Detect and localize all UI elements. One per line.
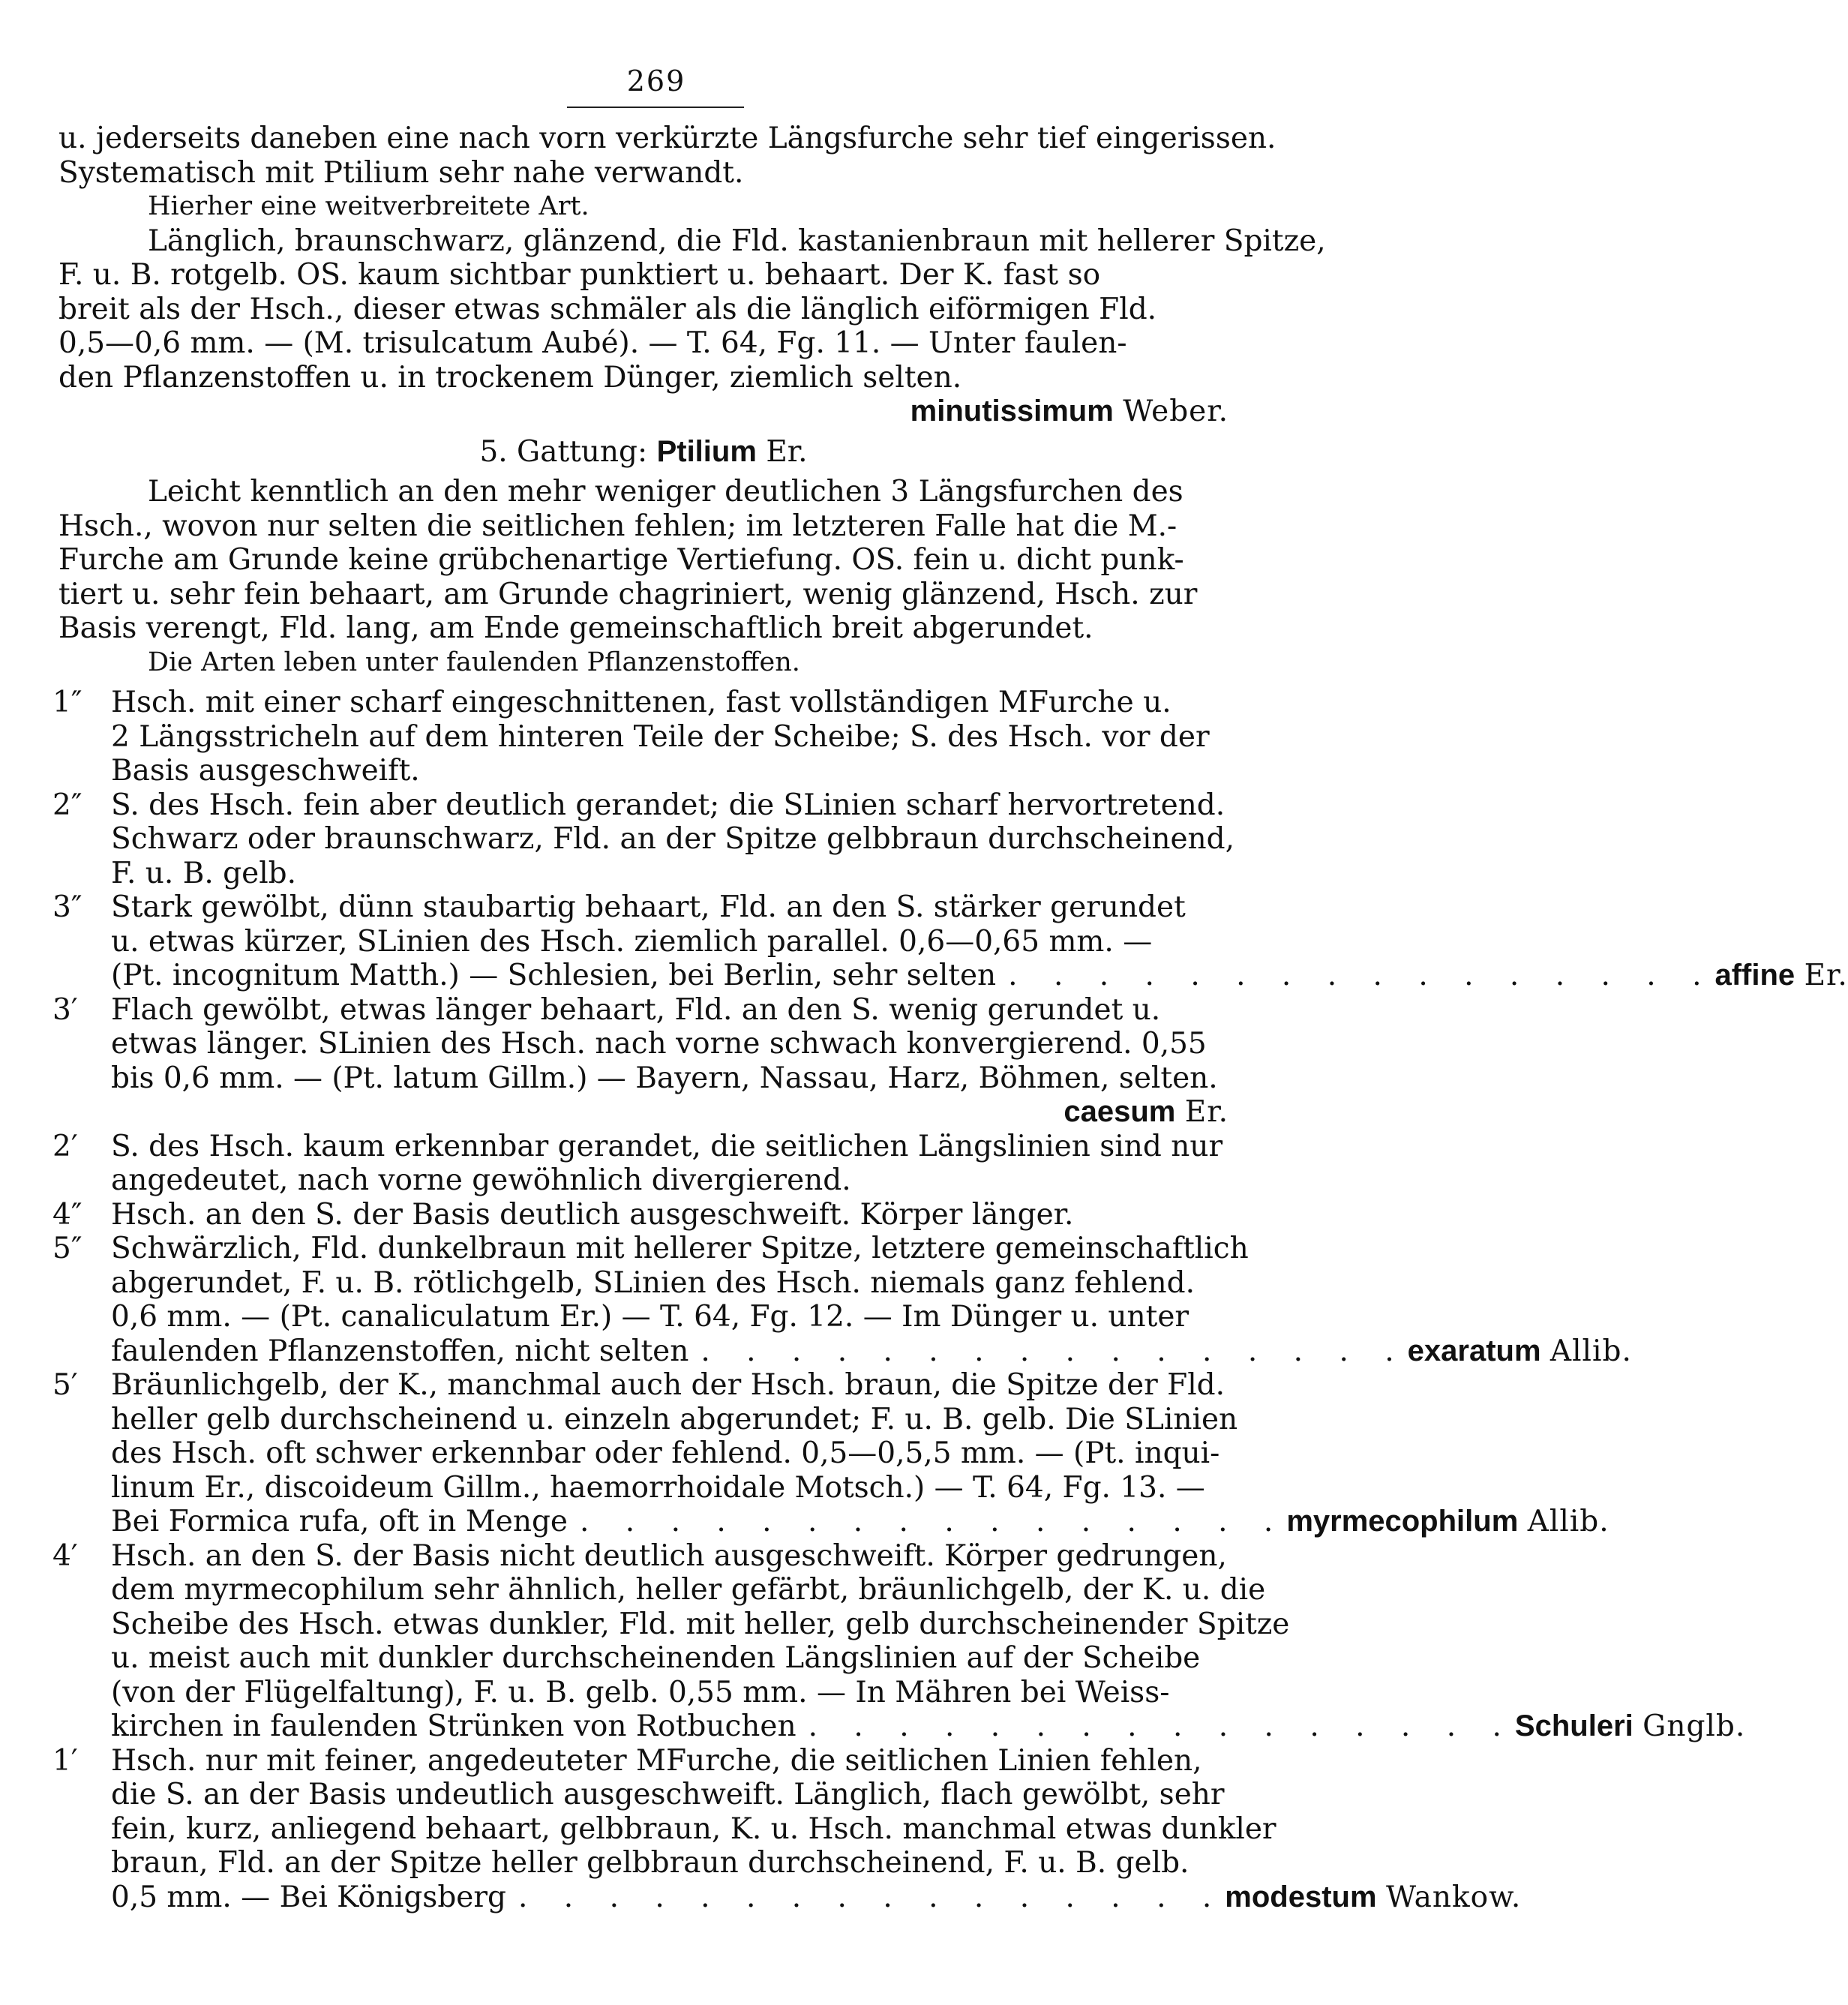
text-fragment: (Pt. incognitum Matth.) — Schlesien, bei Berlin, sehr selten bbox=[111, 959, 997, 992]
leader-dots: . . . . . . . . . . . . . . . . bbox=[808, 1709, 1515, 1743]
species-name: caesum bbox=[1064, 1095, 1176, 1128]
leader-dots: . . . . . . . . . . . . . . . . bbox=[1008, 959, 1715, 992]
text-line: F. u. B. gelb. bbox=[111, 856, 297, 890]
species-name: affine bbox=[1714, 959, 1796, 992]
key-couplet bbox=[52, 992, 1228, 1130]
text-line: F. u. B. rotgelb. OS. kaum sichtbar punktiert u. behaart. Der K. fast so bbox=[58, 258, 1101, 292]
text-line: Furche am Grunde keine grübchenartige Vertiefung. OS. fein u. dicht punk- bbox=[58, 543, 1184, 577]
species-name: exaratum bbox=[1407, 1334, 1541, 1367]
couplet-number: 2′ bbox=[52, 1129, 78, 1163]
leader-dots: . . . . . . . . . . . . . . . . bbox=[518, 1880, 1226, 1914]
key-couplet bbox=[52, 1232, 1632, 1368]
text-line: des Hsch. oft schwer erkennbar oder fehlend. 0,5—0,5,5 mm. — (Pt. inqui- bbox=[111, 1436, 1220, 1470]
text-line: linum Er., discoideum Gillm., haemorrhoidale Motsch.) — T. 64, Fg. 13. — bbox=[111, 1470, 1205, 1505]
leader-dots: . . . . . . . . . . . . . . . . bbox=[580, 1505, 1287, 1538]
text-line: etwas länger. SLinien des Hsch. nach vorne schwach konvergierend. 0,55 bbox=[111, 1027, 1207, 1061]
text-line: tiert u. sehr fein behaart, am Grunde chagriniert, wenig glänzend, Hsch. zur bbox=[58, 577, 1198, 611]
text-line: angedeutet, nach vorne gewöhnlich divergierend. bbox=[111, 1163, 851, 1197]
genus-name: Ptilium bbox=[656, 434, 757, 468]
text-line: 0,5—0,6 mm. — (M. trisulcatum Aubé). — T. 64, Fg. 11. — Unter faulen- bbox=[58, 326, 1127, 360]
text-fragment: Bei Formica rufa, oft in Menge bbox=[111, 1505, 568, 1538]
species-name: myrmecophilum bbox=[1286, 1505, 1519, 1538]
text-line: Bräunlichgelb, der K., manchmal auch der Hsch. braun, die Spitze der Fld. bbox=[111, 1368, 1226, 1402]
couplet-number: 1′ bbox=[52, 1743, 78, 1778]
species-name: modestum bbox=[1225, 1880, 1377, 1913]
text-line: u. jederseits daneben eine nach vorn verkürzte Längsfurche sehr tief eingerissen. bbox=[58, 122, 1276, 155]
couplet-number: 3′ bbox=[52, 992, 78, 1027]
text-line: Länglich, braunschwarz, glänzend, die Fld. kastanienbraun mit hellerer Spitze, bbox=[148, 224, 1326, 258]
species-author: Weber. bbox=[1123, 395, 1228, 428]
text-line: die S. an der Basis undeutlich ausgeschweift. Länglich, flach gewölbt, sehr bbox=[111, 1778, 1225, 1811]
text-line: Schwarz oder braunschwarz, Fld. an der Spitze gelbbraun durchscheinend, bbox=[111, 822, 1235, 856]
text-line: breit als der Hsch., dieser etwas schmäler als die länglich eiförmigen Fld. bbox=[58, 292, 1157, 326]
species-line bbox=[111, 1505, 1610, 1539]
text-line: Stark gewölbt, dünn staubartig behaart, Fld. an den S. stärker gerundet bbox=[111, 890, 1186, 924]
couplet-number: 4″ bbox=[52, 1197, 82, 1232]
text-fragment: kirchen in faulenden Strünken von Rotbuchen bbox=[111, 1709, 796, 1743]
key-couplet bbox=[52, 686, 1228, 788]
text-line: u. meist auch mit dunkler durchscheinenden Längslinien auf der Scheibe bbox=[111, 1641, 1201, 1675]
text-line: Hierher eine weitverbreitete Art. bbox=[148, 191, 590, 221]
text-line: Hsch. nur mit feiner, angedeuteter MFurche, die seitlichen Linien fehlen, bbox=[111, 1743, 1202, 1778]
text-line: Flach gewölbt, etwas länger behaart, Fld. an den S. wenig gerundet u. bbox=[111, 992, 1161, 1027]
text-line: Hsch. an den S. der Basis nicht deutlich ausgeschweift. Körper gedrungen, bbox=[111, 1538, 1227, 1573]
text-line: 2 Längsstricheln auf dem hinteren Teile der Scheibe; S. des Hsch. vor der bbox=[111, 719, 1210, 754]
page-text bbox=[52, 122, 1848, 1914]
text-line: (von der Flügelfaltung), F. u. B. gelb. 0,55 mm. — In Mähren bei Weiss- bbox=[111, 1675, 1170, 1709]
species-line bbox=[111, 1095, 1228, 1130]
text-line: dem myrmecophilum sehr ähnlich, heller gefärbt, bräunlichgelb, der K. u. die bbox=[111, 1573, 1266, 1607]
text-line: u. etwas kürzer, SLinien des Hsch. ziemlich parallel. 0,6—0,65 mm. — bbox=[111, 924, 1153, 959]
text-line: Scheibe des Hsch. etwas dunkler, Fld. mit heller, gelb durchscheinender Spitze bbox=[111, 1607, 1290, 1641]
species-name: Schuleri bbox=[1514, 1709, 1634, 1742]
page-number: 269 bbox=[626, 65, 686, 98]
couplet-number: 5′ bbox=[52, 1368, 78, 1402]
text-line: Leicht kenntlich an den mehr weniger deutlichen 3 Längsfurchen des bbox=[148, 475, 1184, 509]
couplet-number: 1″ bbox=[52, 686, 82, 719]
text-line: abgerundet, F. u. B. rötlichgelb, SLinien des Hsch. niemals ganz fehlend. bbox=[111, 1265, 1196, 1300]
leader-dots: . . . . . . . . . . . . . . . . bbox=[700, 1334, 1408, 1368]
key-couplet bbox=[52, 788, 1235, 891]
species-author: Gnglb. bbox=[1642, 1709, 1746, 1743]
species-line bbox=[58, 395, 1228, 429]
text-line: Systematisch mit Ptilium sehr nahe verwandt. bbox=[58, 155, 744, 190]
text-line: den Pflanzenstoffen u. in trockenem Dünger, ziemlich selten. bbox=[58, 360, 962, 395]
key-couplet bbox=[52, 1743, 1522, 1915]
text-line: Schwärzlich, Fld. dunkelbraun mit hellerer Spitze, letztere gemeinschaftlich bbox=[111, 1232, 1249, 1265]
key-couplet bbox=[52, 890, 1848, 993]
header-rule bbox=[567, 107, 744, 108]
couplet-number: 2″ bbox=[52, 788, 82, 822]
text-line: heller gelb durchscheinend u. einzeln abgerundet; F. u. B. gelb. Die SLinien bbox=[111, 1402, 1238, 1436]
text-line: braun, Fld. an der Spitze heller gelbbraun durchscheinend, F. u. B. gelb. bbox=[111, 1846, 1190, 1880]
text-line: Hsch. mit einer scharf eingeschnittenen, fast vollständigen MFurche u. bbox=[111, 686, 1172, 719]
species-author: Er. bbox=[1184, 1095, 1228, 1129]
species-author: Er. bbox=[1804, 959, 1848, 992]
key-couplet bbox=[52, 1368, 1610, 1539]
text-line: S. des Hsch. kaum erkennbar gerandet, die seitlichen Längslinien sind nur bbox=[111, 1129, 1223, 1163]
text-line: 0,6 mm. — (Pt. canaliculatum Er.) — T. 64, Fg. 12. — Im Dünger u. unter bbox=[111, 1300, 1190, 1334]
couplet-number: 4′ bbox=[52, 1538, 78, 1573]
text-line: Basis verengt, Fld. lang, am Ende gemeinschaftlich breit abgerundet. bbox=[58, 611, 1094, 645]
species-author: Allib. bbox=[1527, 1505, 1610, 1538]
species-author: Wankow. bbox=[1385, 1880, 1522, 1914]
key-couplet bbox=[52, 1538, 1746, 1744]
key-couplet bbox=[52, 1197, 1228, 1232]
couplet-number: 3″ bbox=[52, 890, 82, 924]
text-line: fein, kurz, anliegend behaart, gelbbraun, K. u. Hsch. manchmal etwas dunkler bbox=[111, 1811, 1276, 1846]
text-line: bis 0,6 mm. — (Pt. latum Gillm.) — Bayern, Nassau, Harz, Böhmen, selten. bbox=[111, 1061, 1218, 1095]
genus-prefix: 5. Gattung: bbox=[479, 434, 648, 469]
genus-author: Er. bbox=[766, 434, 808, 469]
text-line: Hsch. an den S. der Basis deutlich ausgeschweift. Körper länger. bbox=[111, 1197, 1074, 1232]
key-couplet bbox=[52, 1129, 1228, 1198]
text-line: S. des Hsch. fein aber deutlich gerandet; die SLinien scharf hervortretend. bbox=[111, 788, 1226, 822]
species-author: Allib. bbox=[1550, 1334, 1632, 1368]
text-line: Die Arten leben unter faulenden Pflanzenstoffen. bbox=[148, 647, 800, 677]
species-line bbox=[111, 959, 1848, 993]
text-line: Hsch., wovon nur selten die seitlichen fehlen; im letzteren Falle hat die M.- bbox=[58, 509, 1178, 543]
text-line: Basis ausgeschweift. bbox=[111, 754, 420, 788]
species-line bbox=[111, 1334, 1632, 1369]
genus-heading bbox=[58, 435, 1228, 470]
species-line bbox=[111, 1709, 1746, 1744]
text-fragment: faulenden Pflanzenstoffen, nicht selten bbox=[111, 1334, 689, 1368]
species-name: minutissimum bbox=[910, 395, 1114, 428]
couplet-number: 5″ bbox=[52, 1232, 82, 1265]
text-fragment: 0,5 mm. — Bei Königsberg bbox=[111, 1880, 506, 1914]
species-line bbox=[111, 1880, 1522, 1915]
